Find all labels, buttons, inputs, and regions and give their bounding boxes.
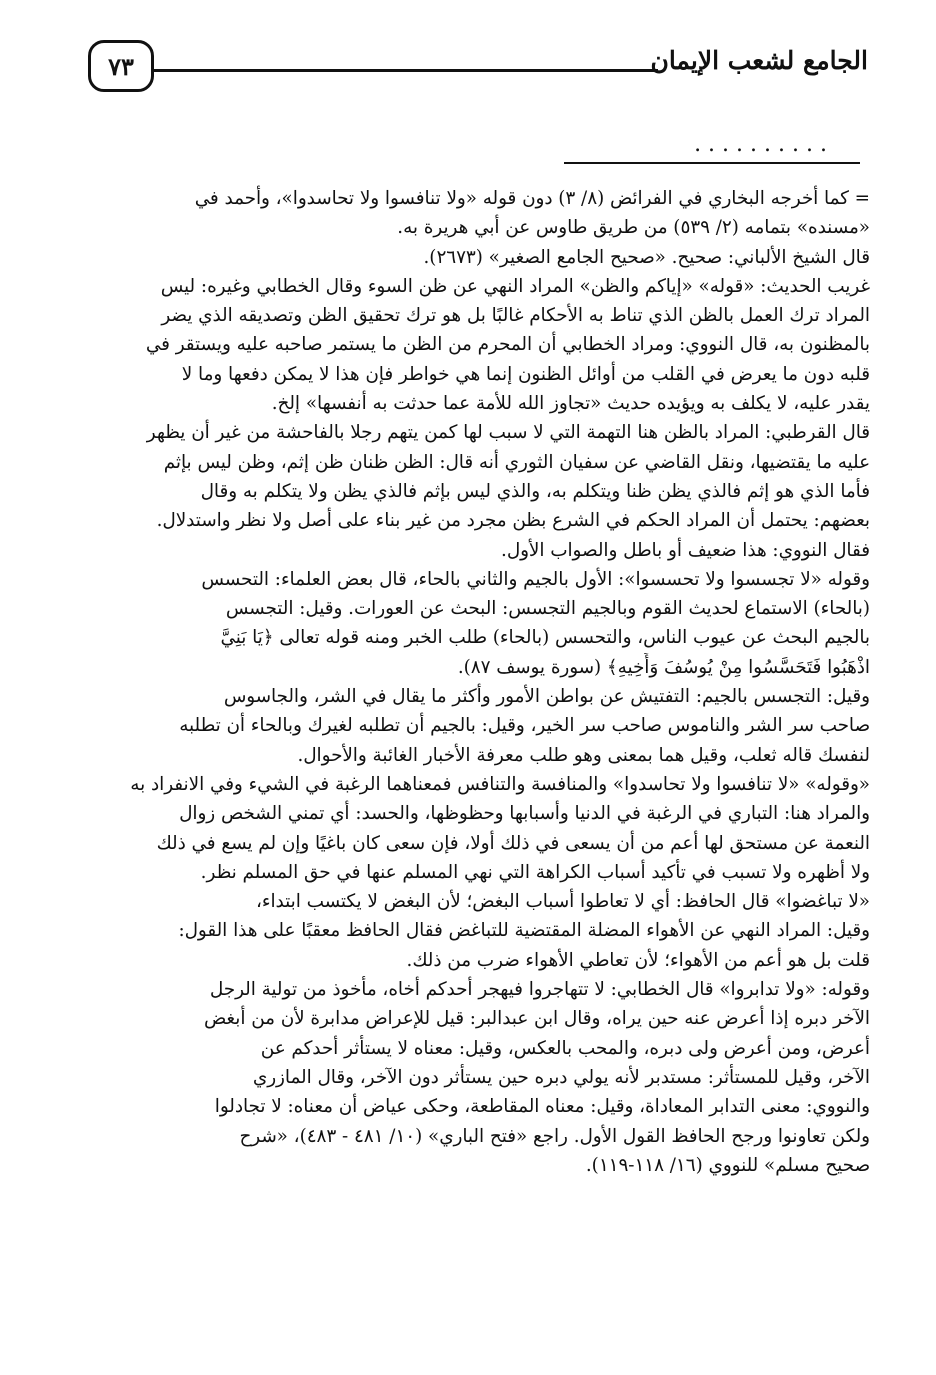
text-line: «مسنده» بتمامه (٢/ ٥٣٩) من طريق طاوس عن أبي هريرة به. <box>397 217 870 239</box>
page-number: ٧٣ <box>88 40 154 92</box>
text-line: بعضهم: يحتمل أن المراد الحكم في الشرع بظن مجرد من غير بناء على أصل ولا نظر واستدلال. <box>156 510 870 532</box>
page-header <box>88 40 868 110</box>
text-line: فأما الذي هو إثم فالذي يظن ظنا ويتكلم به، والذي ليس بإثم فالذي يظن ولا يتكلم به وقال <box>200 480 870 502</box>
text-line: قال الشيخ الألباني: صحيح. «صحيح الجامع الصغير» (٢٦٧٣). <box>423 246 870 268</box>
text-line: النعمة عن مستحق لها أعم من أن يسعى في ذلك أولا، فإن سعى كان باغيًا وإن لم يسع في ذلك <box>156 832 870 854</box>
header-rule <box>150 69 658 72</box>
text-line: بالمظنون به، قال النووي: ومراد الخطابي أن المحرم من الظن ما يستمر صاحبه عليه ويستقر في <box>145 334 870 356</box>
text-line: فقال النووي: هذا ضعيف أو باطل والصواب الأول. <box>501 539 870 561</box>
text-line: عليه ما يقتضيها، ونقل القاضي عن سفيان الثوري أنه قال: الظن ظنان ظن إثم، وظن ليس بإثم <box>163 451 870 473</box>
text-line: الآخر، وقيل للمستأثر: مستدبر لأنه يولي دبره حين يستأثر دون الآخر، وقال المازري <box>252 1066 870 1088</box>
footnote-text <box>62 184 870 1180</box>
quran-verse-line: اذْهَبُوا فَتَحَسَّسُوا مِنْ يُوسُفَ وَأَخِيهِ﴾ (سورة يوسف ٨٧). <box>457 656 870 678</box>
separator-dots: .......... <box>694 132 834 157</box>
text-line: قال القرطبي: المراد بالظن هنا التهمة التي لا سبب لها كمن يتهم رجلا بالفاحشة من غير أن يظهر <box>146 422 870 444</box>
text-line: يقدر عليه، لا يكلف به ويؤيده حديث «تجاوز الله للأمة عما حدثت به أنفسها» إلخ. <box>271 393 870 415</box>
text-line: صحيح مسلم» للنووي (١٦/ ١١٨-١١٩). <box>585 1154 870 1176</box>
text-line: غريب الحديث: «قوله» «إياكم والظن» المراد النهي عن ظن السوء وقال الخطابي وغيره: ليس <box>160 275 870 297</box>
text-line: قلبه دون ما يعرض في القلب من أوائل الظنون إنما هي خواطر فإن هذا لا يمكن دفعها وما لا <box>181 363 870 385</box>
text-line: وقوله: «ولا تدابروا» قال الخطابي: لا تتهاجروا فيهجر أحدكم أخاه، مأخوذ من تولية الرجل <box>209 979 870 1001</box>
text-line: وقوله «لا تجسسوا ولا تحسسوا»: الأول بالجيم والثاني بالحاء، قال بعض العلماء: التحسس <box>201 568 870 590</box>
running-title: الجامع لشعب الإيمان <box>650 46 868 75</box>
text-line: المراد ترك العمل بالظن الذي تناط به الأحكام غالبًا بل هو ترك تحقيق الظن وتصديقه الذي يضر <box>161 305 870 327</box>
text-line: ولكن تعاونوا ورجح الحافظ القول الأول. راجع «فتح الباري» (١٠/ ٤٨١ - ٤٨٣)، «شرح <box>239 1125 870 1147</box>
text-line: «لا تباغضوا» قال الحافظ: أي لا تعاطوا أسباب البغض؛ لأن البغض لا يكتسب ابتداء، <box>255 891 870 913</box>
text-line: = كما أخرجه البخاري في الفرائض (٨/ ٣) دون قوله «ولا تنافسوا ولا تحاسدوا»، وأحمد في <box>194 188 870 209</box>
text-line: وقيل: التجسس بالجيم: التفتيش عن بواطن الأمور وأكثر ما يقال في الشر، والجاسوس <box>223 686 870 708</box>
text-line: أعرض، ومن أعرض ولى دبره، والمحب بالعكس، وقيل: معناه لا يستأثر أحدكم عن <box>260 1037 870 1059</box>
text-line: (بالحاء) الاستماع لحديث القوم وبالجيم التجسس: البحث عن العورات. وقيل: التجسس <box>225 598 870 620</box>
footnote-rule <box>564 162 860 164</box>
text-line: الآخر دبره إذا أعرض عنه حين يراه، وقال ابن عبدالبر: قيل للإعراض مدابرة لأن من أبغض <box>204 1008 870 1030</box>
text-line: والنووي: معنى التدابر المعاداة، وقيل: معناه المقاطعة، وحكى عياض أن معناه: لا تجادلوا <box>214 1096 870 1118</box>
text-line: «وقوله» «لا تنافسوا ولا تحاسدوا» والمنافسة والتنافس فمعناهما الرغبة في الشيء وفي الانفراد به <box>130 773 870 795</box>
text-line: لنفسك قاله ثعلب، وقيل هما بمعنى وهو طلب معرفة الأخبار الغائبة والأحوال. <box>297 744 870 766</box>
text-line: قلت بل هو أعم من الأهواء؛ لأن تعاطي الأهواء ضرب من ذلك. <box>406 949 870 971</box>
text-line: وقيل: المراد النهي عن الأهواء المضلة المقتضية للتباغض فقال الحافظ معقبًا على هذا القول: <box>178 920 870 942</box>
text-line: والمراد هنا: التباري في الرغبة في الدنيا وأسبابها وحظوظها، والحسد: أي تمني الشخص زوال <box>179 803 870 825</box>
text-line: ولا أظهره ولا تسبب في تأكيد أسباب الكراهة التي نهي المسلم عنها في حق المسلم نظر. <box>200 861 870 883</box>
text-line: بالجيم البحث عن عيوب الناس، والتحسس (بالحاء) طلب الخبر ومنه قوله تعالى ﴿يَا بَنِيَّ <box>220 627 870 649</box>
text-line: صاحب سر الشر والناموس صاحب سر الخير، وقيل: بالجيم أن تطلبه لغيرك وبالحاء أن تطلبه <box>179 715 870 737</box>
